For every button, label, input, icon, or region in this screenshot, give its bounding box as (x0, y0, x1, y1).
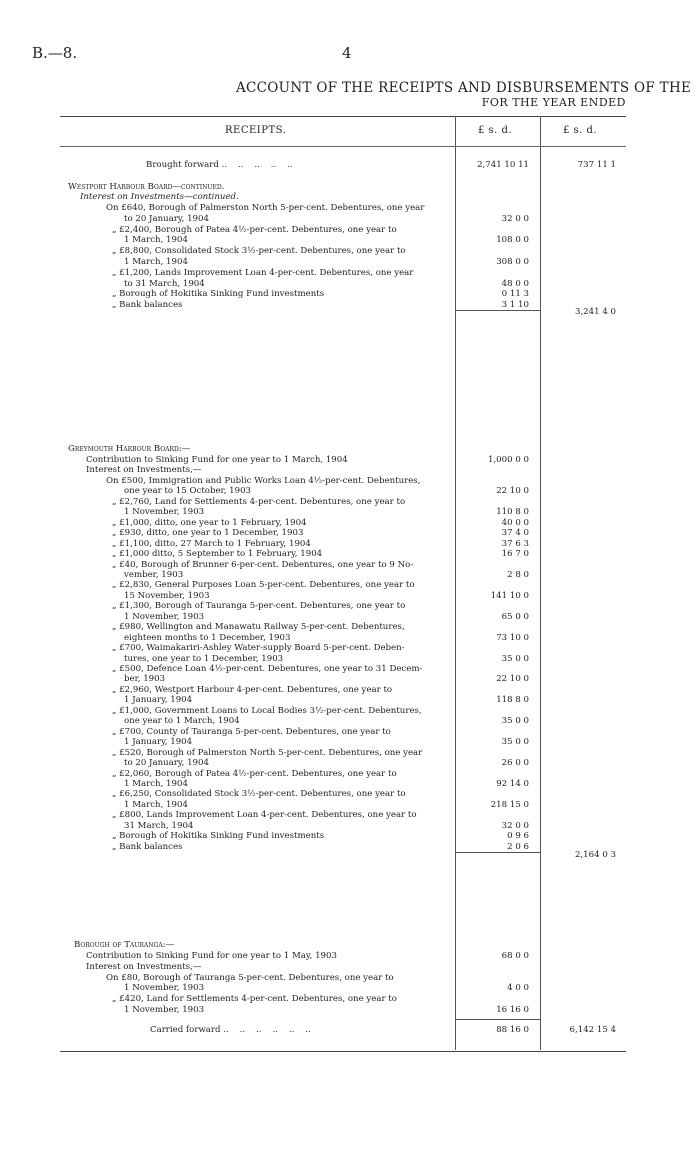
line-text: „ £930, ditto, one year to 1 December, 1903 (112, 528, 304, 539)
line-text: „ £2,830, General Purposes Loan 5-per-cent. Debentures, one year to (112, 580, 415, 591)
line-text: „ £1,000 ditto, 5 September to 1 February, 1904 (112, 549, 323, 560)
line-text: one year to 15 October, 1903 (124, 486, 252, 497)
line-amount: 118 8 0 (496, 695, 529, 706)
line-text: to 31 March, 1904 (124, 278, 205, 289)
line-amount: 4 0 0 (507, 983, 529, 994)
column-divider-2 (540, 116, 541, 1050)
line-text: „ £2,960, Westport Harbour 4-per-cent. Debentures, one year to (112, 684, 393, 695)
line-text: „ £40, Borough of Brunner 6-per-cent. Debentures, one year to 9 No- (112, 559, 414, 570)
line-text: „ £1,000, Government Loans to Local Bodies 3½-per-cent. Debentures, (112, 705, 422, 716)
receipts-header: RECEIPTS. (225, 125, 287, 136)
line-text: 1 January, 1904 (124, 695, 193, 706)
line-amount: 65 0 0 (501, 611, 529, 622)
line-text: „ £700, County of Tauranga 5-per-cent. Debentures, one year to (112, 726, 391, 737)
line-text: „ Borough of Hokitika Sinking Fund investments (112, 831, 325, 842)
line-amount: 32 0 0 (501, 213, 529, 224)
line-text: 1 March, 1904 (124, 235, 188, 246)
line-amount: 110 8 0 (496, 507, 529, 518)
line-text: „ £2,760, Land for Settlements 4-per-cent. Debentures, one year to (112, 496, 406, 507)
line-text: 1 March, 1904 (124, 799, 188, 810)
line-text: tures, one year to 1 December, 1903 (124, 653, 284, 664)
line-text: Contribution to Sinking Fund for one year to 1 March, 1904 (86, 455, 348, 465)
greymouth-total: 2,164 0 3 (574, 850, 616, 860)
line-text: Interest on Investments,— (86, 465, 202, 476)
line-text: 31 March, 1904 (124, 820, 194, 831)
westport-subheading: Interest on Investments—continued. (80, 192, 239, 202)
line-text: On £500, Immigration and Public Works Loan 4½-per-cent. Debentures, (106, 475, 421, 486)
line-amount: 16 16 0 (496, 1005, 529, 1015)
line-amount: 37 6 3 (501, 538, 529, 549)
line-text: to 20 January, 1904 (124, 213, 209, 224)
carried-forward-label: Carried forward .. .. .. .. .. .. (150, 1025, 311, 1035)
line-text: Interest on Investments,— (86, 961, 202, 972)
carried-forward-c2: 6,142 15 4 (569, 1025, 616, 1035)
line-text: to 20 January, 1904 (124, 758, 209, 769)
c1-header: £ s. d. (478, 125, 513, 136)
line-text: „ £6,250, Consolidated Stock 3½-per-cent. Debentures, one year to (112, 789, 406, 800)
line-text: „ £980, Wellington and Manawatu Railway 5-per-cent. Debentures, (112, 622, 405, 633)
line-amount: 141 10 0 (490, 590, 529, 601)
line-text: „ £800, Lands Improvement Loan 4-per-cent. Debentures, one year to (112, 810, 417, 821)
line-amount: 32 0 0 (501, 820, 529, 831)
greymouth-sum-rule (455, 852, 540, 853)
line-amount: 48 0 0 (501, 278, 529, 289)
line-text: On £640, Borough of Palmerston North 5-per-cent. Debentures, one year (106, 203, 425, 213)
line-text: „ £500, Defence Loan 4½-per-cent. Debentures, one year to 31 Decem- (112, 664, 423, 674)
line-amount: 2 0 6 (507, 841, 529, 852)
line-amount: 308 0 0 (496, 257, 529, 267)
line-text: „ Bank balances (112, 841, 183, 852)
header-rule (60, 146, 626, 147)
line-text: 1 November, 1903 (124, 1005, 205, 1015)
westport-total: 3,241 4 0 (574, 307, 616, 317)
line-amount: 0 9 6 (507, 831, 529, 842)
westport-heading: Westport Harbour Board—continued. (68, 182, 225, 192)
greymouth-heading: Greymouth Harbour Board:— (68, 444, 191, 454)
line-text: „ Bank balances (112, 300, 183, 311)
line-text: „ £1,000, ditto, one year to 1 February, 1904 (112, 517, 307, 528)
line-amount: 35 0 0 (501, 716, 529, 727)
line-text: „ £1,300, Borough of Tauranga 5-per-cent. Debentures, one year to (112, 601, 406, 612)
line-text: 1 March, 1904 (124, 257, 188, 267)
line-amount: 92 14 0 (496, 778, 529, 789)
brought-forward-c2: 737 11 1 (577, 160, 616, 170)
line-text: „ £520, Borough of Palmerston North 5-per-cent. Debentures, one year (112, 747, 423, 758)
document-ref: B.—8. (32, 44, 78, 62)
tauranga-sum-rule (455, 1019, 540, 1020)
line-text: „ £420, Land for Settlements 4-per-cent. Debentures, one year to (112, 994, 397, 1005)
line-amount: 40 0 0 (501, 517, 529, 528)
line-text: 1 January, 1904 (124, 737, 193, 748)
line-text: „ Borough of Hokitika Sinking Fund investments (112, 289, 325, 300)
line-text: 1 November, 1903 (124, 611, 205, 622)
line-amount: 16 7 0 (501, 549, 529, 560)
line-text: vember, 1903 (124, 569, 184, 580)
line-amount: 2 8 0 (507, 569, 529, 580)
westport-sum-rule (455, 310, 540, 311)
line-text: Contribution to Sinking Fund for one year to 1 May, 1903 (86, 951, 337, 961)
line-text: „ £700, Waimakariri-Ashley Water-supply Board 5-per-cent. Deben- (112, 643, 405, 654)
line-text: On £80, Borough of Tauranga 5-per-cent. Debentures, one year to (106, 972, 394, 983)
c2-header: £ s. d. (563, 125, 598, 136)
line-amount: 22 10 0 (496, 486, 529, 497)
line-text: one year to 1 March, 1904 (124, 716, 240, 727)
line-text: 15 November, 1903 (124, 590, 210, 601)
line-text: 1 November, 1903 (124, 983, 205, 994)
line-text: „ £1,200, Lands Improvement Loan 4-per-cent. Debentures, one year (112, 267, 414, 278)
line-text: ber, 1903 (124, 674, 166, 685)
line-amount: 22 10 0 (496, 674, 529, 685)
line-text: 1 March, 1904 (124, 778, 188, 789)
line-amount: 1,000 0 0 (487, 455, 529, 465)
line-amount: 3 1 10 (501, 300, 529, 311)
line-text: eighteen months to 1 December, 1903 (124, 632, 291, 643)
tauranga-heading: Borough of Tauranga:— (74, 940, 175, 950)
page-number: 4 (342, 44, 352, 62)
line-text: „ £2,400, Borough of Patea 4½-per-cent. Debentures, one year to (112, 224, 397, 235)
line-amount: 37 4 0 (501, 528, 529, 539)
line-amount: 35 0 0 (501, 653, 529, 664)
carried-forward-c1: 88 16 0 (496, 1025, 529, 1035)
line-amount: 68 0 0 (501, 951, 529, 961)
line-amount: 0 11 3 (501, 289, 529, 300)
line-text: „ £2,060, Borough of Patea 4½-per-cent. Debentures, one year to (112, 768, 397, 779)
title-line-1: ACCOUNT OF THE RECEIPTS AND DISBURSEMENTS OF THE (236, 80, 692, 96)
brought-forward-c1: 2,741 10 11 (477, 160, 529, 170)
line-amount: 108 0 0 (496, 235, 529, 246)
line-text: „ £1,100, ditto, 27 March to 1 February, 1904 (112, 538, 311, 549)
line-amount: 218 15 0 (490, 799, 529, 810)
line-amount: 26 0 0 (501, 758, 529, 769)
brought-forward-label: Brought forward .. .. .. .. .. (146, 160, 293, 170)
title-line-2: FOR THE YEAR ENDED (481, 96, 626, 109)
line-amount: 73 10 0 (496, 632, 529, 643)
line-text: 1 November, 1903 (124, 507, 205, 518)
line-text: „ £8,800, Consolidated Stock 3½-per-cent. Debentures, one year to (112, 246, 406, 257)
line-amount: 35 0 0 (501, 737, 529, 748)
